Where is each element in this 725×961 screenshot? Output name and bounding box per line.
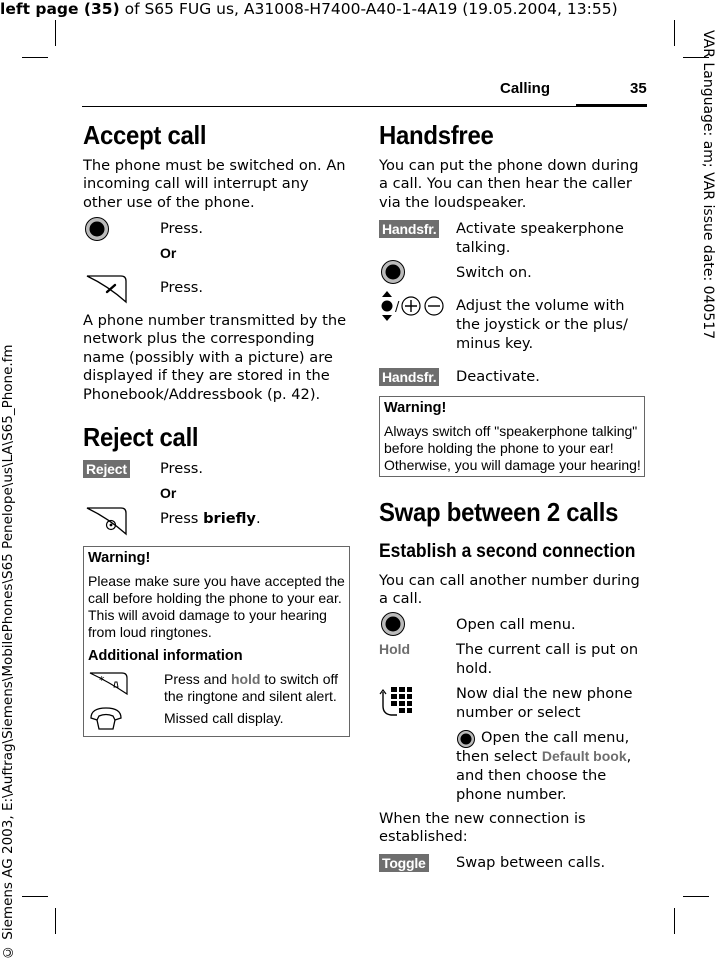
- handsfree-row-3-line3: minus key.: [456, 335, 534, 352]
- warning-line: Otherwise, you will damage your hearing!: [384, 457, 641, 473]
- handsfree-softkey: [379, 219, 439, 238]
- accept-or: Or: [160, 245, 177, 261]
- joystick-icon: [84, 216, 110, 246]
- joystick-icon: [380, 611, 406, 641]
- handsfree-row-4: Deactivate.: [456, 368, 540, 385]
- accept-press-2: Press.: [160, 279, 204, 296]
- swap-row-5: Swap between calls.: [456, 854, 606, 871]
- info-row-1: [164, 671, 338, 688]
- swap-row-3-line2: number or select: [456, 704, 581, 721]
- swap-row-2: The current call is put on: [456, 641, 639, 658]
- reject-press-2-bold: briefly: [203, 510, 256, 527]
- heading-reject-call: Reject call: [83, 422, 199, 452]
- warning-line: call before holding the phone to your ear.: [88, 590, 342, 606]
- info-row-1-pre: Press and: [164, 671, 231, 687]
- volume-keys-icon: [379, 289, 447, 327]
- warning-title: Warning!: [88, 550, 151, 566]
- reject-press-1: Press.: [160, 460, 204, 477]
- handsfree-row-3: Adjust the volume with: [456, 297, 625, 314]
- side-note-right: VAR Language: am; VAR issue date: 040517: [700, 30, 716, 340]
- swap-established: When the new connection is established:: [379, 810, 586, 846]
- heading-swap-calls: Swap between 2 calls: [379, 497, 619, 527]
- reject-press-2-post: .: [255, 510, 261, 527]
- svg-text:/: /: [395, 300, 400, 315]
- warning-line: This will avoid damage to your hearing: [88, 607, 327, 623]
- handsfree-row-2: Switch on.: [456, 264, 532, 281]
- accept-intro: The phone must be switched on. An incoming call will interrupt any other use of the phone.: [83, 157, 346, 211]
- handsfree-intro: You can put the phone down during a call. You can then hear the caller via the loudspeaker.: [379, 157, 639, 211]
- reject-press-2: [160, 509, 261, 528]
- swap-row-4-line4: phone number.: [456, 786, 567, 803]
- warning-line: before holding the phone to your ear!: [384, 440, 614, 456]
- reject-or: Or: [160, 485, 177, 501]
- swap-row-4-line2: [456, 747, 631, 766]
- warning-line: from loud ringtones.: [88, 624, 212, 640]
- warning-line: Always switch off "speakerphone talking": [384, 423, 638, 439]
- swap-row-4-post: ,: [626, 748, 632, 765]
- swap-row-3: Now dial the new phone: [456, 685, 633, 702]
- joystick-icon: [380, 259, 406, 289]
- warning-box-right: [379, 396, 645, 477]
- handsfree-softkey-label: Handsfr.: [379, 368, 439, 386]
- crop-mark: [22, 896, 48, 897]
- swap-row-2-line2: hold.: [456, 660, 493, 677]
- heading-accept-call: Accept call: [83, 120, 207, 150]
- accept-press-1: Press.: [160, 220, 204, 237]
- side-note-left: © Siemens AG 2003, E:\Auftrag\Siemens\MobilePhones\S65 Penelope\us\LA\S65_Phone.fm: [0, 344, 16, 960]
- swap-row-4-line3: and then choose the: [456, 767, 607, 784]
- handsfree-row-1-line2: talking.: [456, 239, 511, 256]
- warning-title: Warning!: [384, 400, 447, 416]
- print-header: [0, 0, 618, 18]
- toggle-softkey: [379, 853, 429, 872]
- page-number: 35: [630, 80, 647, 97]
- hold-label: Hold: [379, 641, 411, 657]
- subheading-second-connection: Establish a second connection: [379, 541, 636, 562]
- handsfree-softkey: [379, 367, 439, 386]
- handsfree-row-1: Activate speakerphone: [456, 220, 624, 237]
- handsfree-softkey-label: Handsfr.: [379, 220, 439, 238]
- crop-mark: [674, 908, 675, 934]
- swap-row-1: Open call menu.: [456, 616, 576, 633]
- handsfree-row-3-line2: the joystick or the plus/: [456, 316, 628, 333]
- hold-word: hold: [230, 671, 261, 687]
- default-book-word: Default book: [541, 748, 627, 764]
- accept-body: A phone number transmitted by the network plus the corresponding name (possibly with a picture) are displayed if they are stored in the Phonebook/Addressbook (p. 42).: [83, 312, 347, 403]
- end-key-icon: [83, 504, 129, 540]
- svg-text:*: *: [99, 674, 105, 687]
- reject-softkey-label: Reject: [83, 460, 130, 478]
- toggle-softkey-label: Toggle: [379, 854, 429, 872]
- info-row-1-line2: the ringtone and silent alert.: [164, 688, 337, 704]
- keypad-icon: [379, 684, 413, 722]
- swap-intro: You can call another number during a call.: [379, 572, 640, 608]
- additional-info-title: Additional information: [88, 648, 243, 664]
- swap-row-4-pre: then select: [456, 748, 542, 765]
- crop-mark: [55, 20, 56, 46]
- print-header-meta: of S65 FUG us, A31008-H7400-A40-1-4A19 (19.05.2004, 13:55): [119, 0, 618, 18]
- call-key-icon: [83, 272, 129, 308]
- warning-line: Please make sure you have accepted the: [88, 573, 345, 589]
- print-header-page: left page (35): [0, 0, 120, 18]
- heading-handsfree: Handsfree: [379, 120, 494, 150]
- crop-mark: [22, 57, 48, 58]
- missed-call-icon: [87, 704, 125, 736]
- warning-box-left: [83, 546, 350, 737]
- reject-softkey: [83, 459, 130, 478]
- header-rule-accent: [576, 104, 647, 107]
- star-key-icon: [87, 670, 129, 700]
- running-header: [500, 80, 647, 97]
- section-name: Calling: [500, 80, 551, 97]
- swap-row-4: Open the call menu,: [481, 729, 630, 746]
- info-row-2: Missed call display.: [164, 710, 284, 726]
- crop-mark: [55, 908, 56, 934]
- reject-press-2-pre: Press: [160, 510, 204, 527]
- crop-mark: [674, 20, 675, 46]
- info-row-1-post: to switch off: [260, 671, 339, 687]
- header-rule: [82, 106, 647, 107]
